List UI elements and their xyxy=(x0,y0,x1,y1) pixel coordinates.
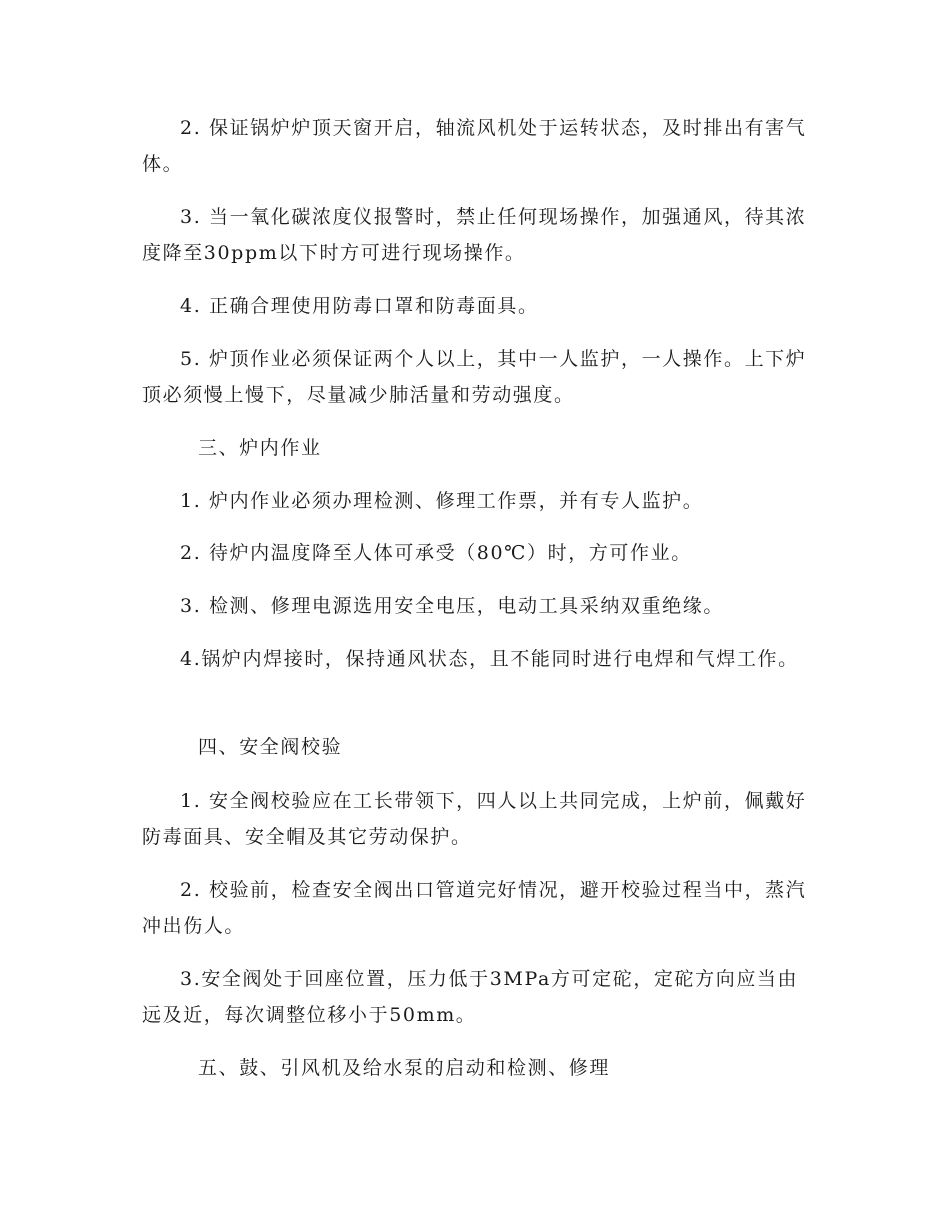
section-heading-safety-valve: 四、安全阀校验 xyxy=(198,736,343,758)
paragraph-temperature: 2. 待炉内温度降至人体可承受（80℃）时，方可作业。 xyxy=(180,542,692,564)
paragraph-roof-work: 5. 炉顶作业必须保证两个人以上，其中一人监护，一人操作。上下炉顶必须慢上慢下，尽量减少肺活量和劳动强度。 xyxy=(142,348,807,406)
paragraph-valve-pressure: 3.安全阀处于回座位置，压力低于3MPa方可定砣，定砣方向应当由远及近，每次调整位移小于50mm。 xyxy=(142,968,799,1026)
paragraph-valve-team: 1. 安全阀校验应在工长带领下，四人以上共同完成，上炉前，佩戴好防毒面具、安全帽及其它劳动保护。 xyxy=(142,790,807,848)
paragraph-valve-pipe-check: 2. 校验前，检查安全阀出口管道完好情况，避开校验过程当中，蒸汽冲出伤人。 xyxy=(142,879,807,937)
paragraph-work-permit: 1. 炉内作业必须办理检测、修理工作票，并有专人监护。 xyxy=(180,490,704,512)
paragraph-gas-mask: 4. 正确合理使用防毒口罩和防毒面具。 xyxy=(180,295,539,317)
section-heading-furnace-work: 三、炉内作业 xyxy=(198,437,322,459)
paragraph-safe-voltage: 3. 检测、修理电源选用安全电压，电动工具采纳双重绝缘。 xyxy=(180,595,724,617)
section-heading-fans-pumps: 五、鼓、引风机及给水泵的启动和检测、修理 xyxy=(198,1057,611,1079)
paragraph-welding: 4.锅炉内焊接时，保持通风状态，且不能同时进行电焊和气焊工作。 xyxy=(180,648,799,670)
paragraph-co-alarm: 3. 当一氧化碳浓度仪报警时，禁止任何现场操作，加强通风，待其浓度降至30ppm以下时方可进行现场操作。 xyxy=(142,206,807,264)
paragraph-roof-ventilation: 2. 保证锅炉炉顶天窗开启，轴流风机处于运转状态，及时排出有害气体。 xyxy=(142,117,807,175)
